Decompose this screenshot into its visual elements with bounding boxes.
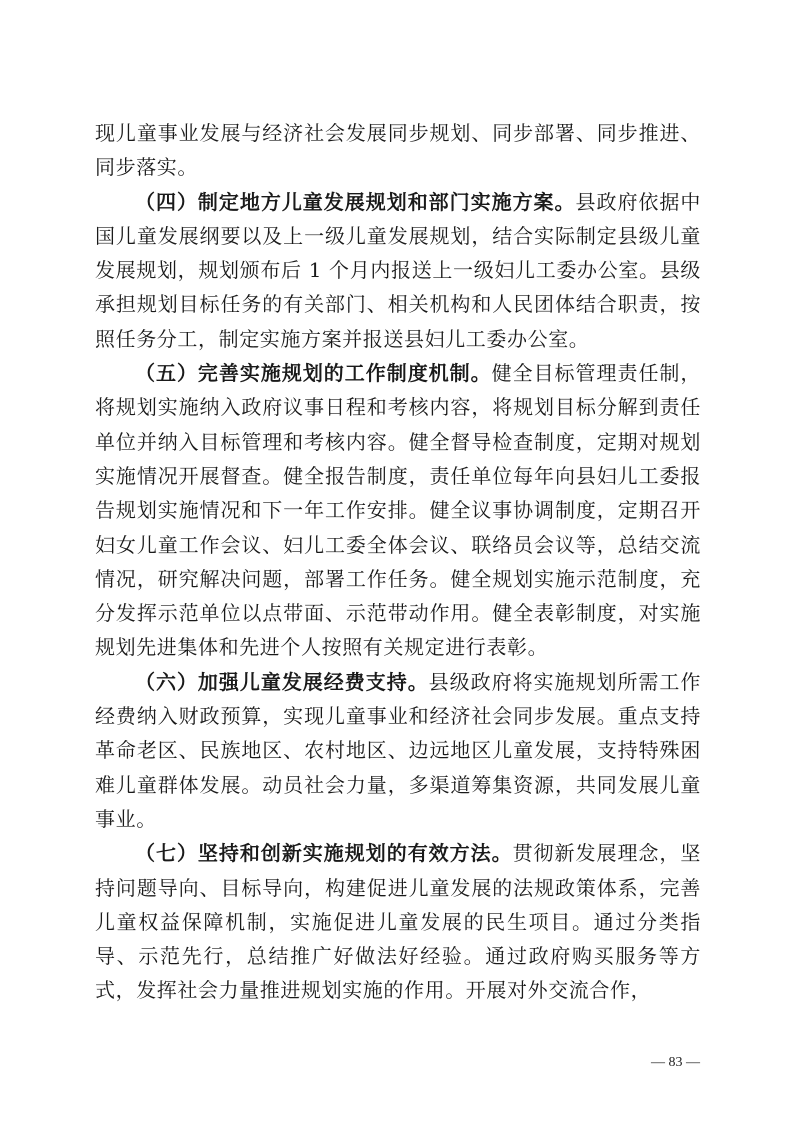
section-heading-4: （四）制定地方儿童发展规划和部门实施方案。 — [135, 189, 576, 214]
document-body — [95, 116, 701, 1008]
paragraph-text: 县政府依据中国儿童发展纲要以及上一级儿童发展规划，结合实际制定县级儿童发展规划，规划颁布后 1 个月内报送上一级妇儿工委办公室。县级承担规划目标任务的有关部门、相关机构和人民团体结合职责，按照任务分工，制定实施方案并报送县妇儿工委办公室。 — [95, 189, 701, 351]
paragraph-text: 县级政府将实施规划所需工作经费纳入财政预算，实现儿童事业和经济社会同步发展。重点支持革命老区、民族地区、农村地区、边远地区儿童发展，支持特殊困难儿童群体发展。动员社会力量，多渠道筹集资源，共同发展儿童事业。 — [95, 669, 701, 831]
paragraph-text: 贯彻新发展理念，坚持问题导向、目标导向，构建促进儿童发展的法规政策体系，完善儿童权益保障机制，实施促进儿童发展的民生项目。通过分类指导、示范先行，总结推广好做法好经验。通过政府购买服务等方式，发挥社会力量推进规划实施的作用。开展对外交流合作， — [95, 841, 701, 1003]
paragraph-section-5 — [95, 356, 701, 665]
paragraph-section-7 — [95, 836, 701, 1007]
paragraph-text: 健全目标管理责任制，将规划实施纳入政府议事日程和考核内容，将规划目标分解到责任单位并纳入目标管理和考核内容。健全督导检查制度，定期对规划实施情况开展督查。健全报告制度，责任单位每年向县妇儿工委报告规划实施情况和下一年工作安排。健全议事协调制度，定期召开妇女儿童工作会议、妇儿工委全体会议、联络员会议等，总结交流情况，研究解决问题，部署工作任务。健全规划实施示范制度，充分发挥示范单位以点带面、示范带动作用。健全表彰制度，对实施规划先进集体和先进个人按照有关规定进行表彰。 — [95, 361, 702, 660]
paragraph-text: 现儿童事业发展与经济社会发展同步规划、同步部署、同步推进、同步落实。 — [95, 121, 701, 180]
section-heading-5: （五）完善实施规划的工作制度机制。 — [135, 361, 492, 386]
paragraph-section-4 — [95, 185, 701, 356]
section-heading-7: （七）坚持和创新实施规划的有效方法。 — [135, 841, 513, 866]
paragraph-section-6 — [95, 665, 701, 836]
page-number: — 83 — — [651, 1055, 700, 1070]
section-heading-6: （六）加强儿童发展经费支持。 — [135, 669, 429, 694]
paragraph-continuation — [95, 116, 701, 185]
